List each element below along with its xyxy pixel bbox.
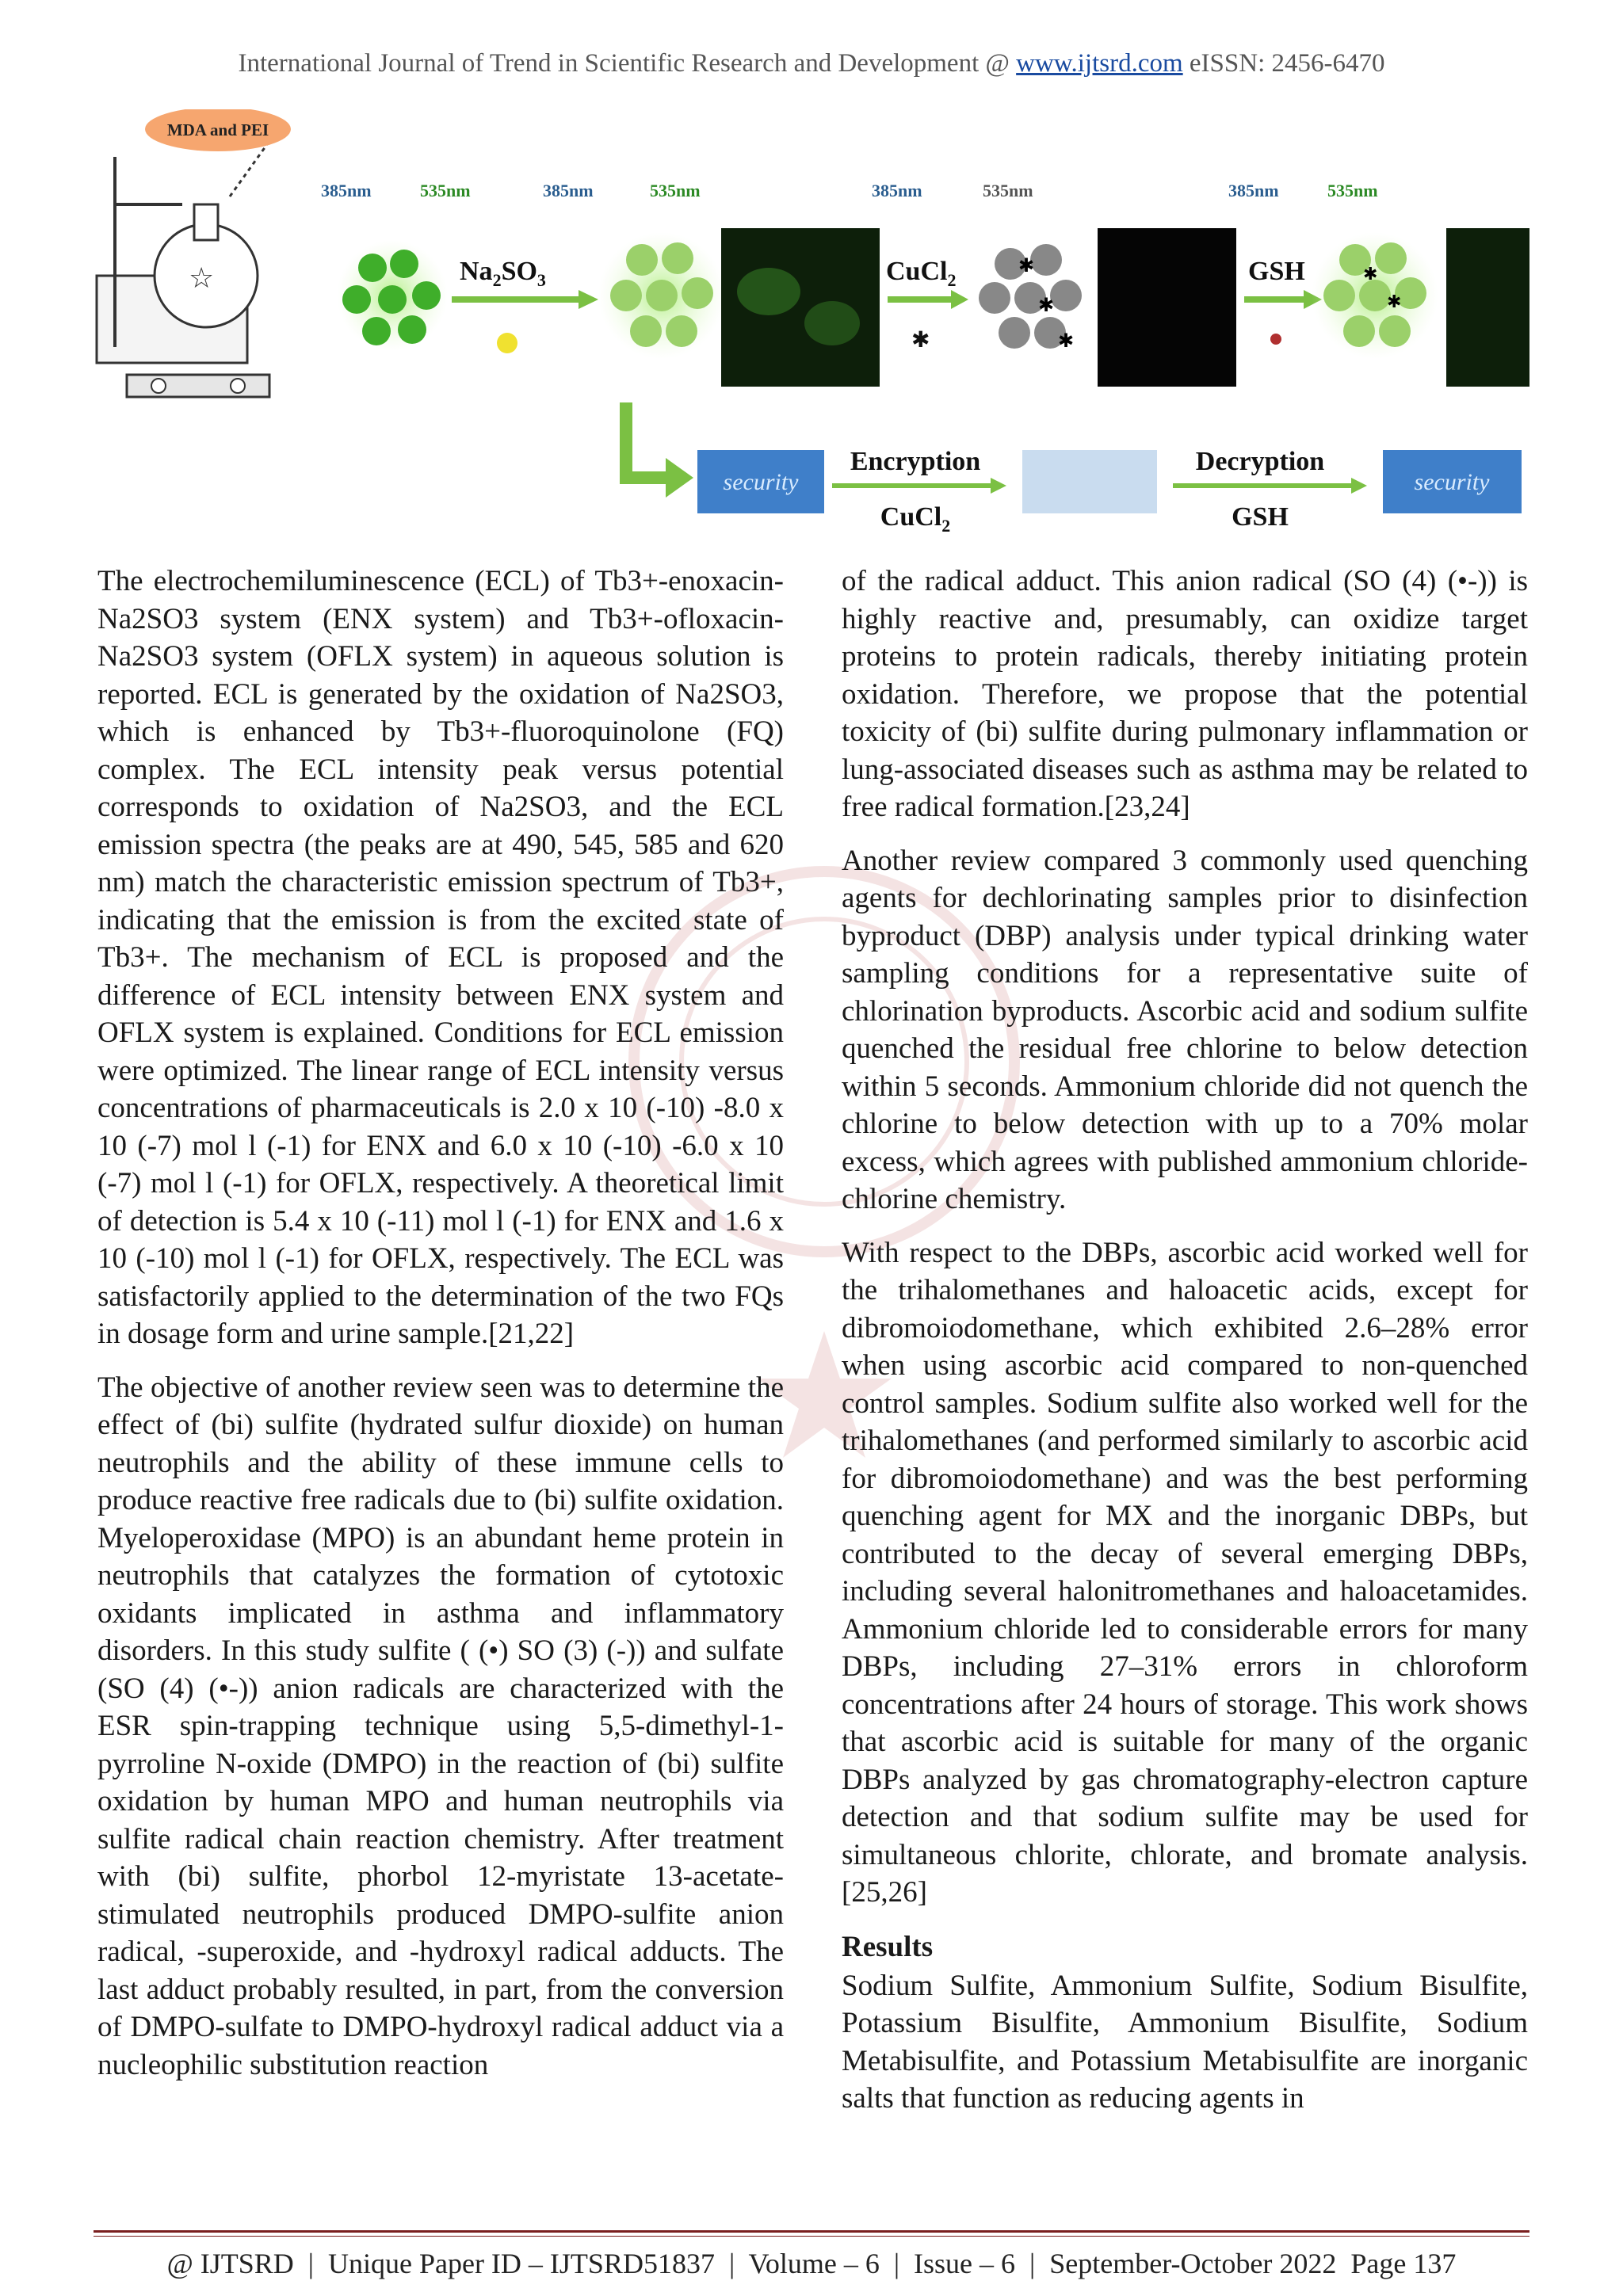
footer-rule (94, 2236, 1529, 2237)
quenched-cluster (979, 244, 1082, 352)
svg-text:✱: ✱ (1363, 264, 1378, 284)
reagent-label-cucl2 (886, 257, 968, 353)
nanoparticle-cluster (1312, 232, 1438, 359)
fluorescence-image (1446, 228, 1529, 387)
paragraph: The electrochemiluminescence (ECL) of Tb3+-enoxacin-Na2SO3 system (ENX system) and Tb3+-ofloxacin-Na2SO3 system (OFLX system) in aqueous solution is reported. ECL is generated by the oxidation of Na2SO3, which is enhanced by Tb3+-fluoroquinolone (FQ) complex. The ECL intensity peak versus potential corresponds to oxidation of Na2SO3, and the ECL emission spectra (the peaks are at 490, 545, 585 and 620 nm) match the characteristic emission spectrum of Tb3+, indicating that the emission is from the excited state of Tb3+. The mechanism of ECL is proposed and the difference of ECL intensity between ENX system and OFLX system is explained. Conditions for ECL emission were optimized. The linear range of ECL intensity versus concentrations of pharmaceuticals is 2.0 x 10 (-10) -8.0 x 10 (-7) mol l (-1) for ENX and 6.0 x 10 (-10) -6.0 x 10 (-7) mol l (-1) for OFLX, respectively. A theoretical limit of detection is 5.4 x 10 (-11) mol l (-1) for ENX and 1.6 x 10 (-10) mol l (-1) for OFLX, respectively. The ECL was satisfactorily applied to the determination of the two FQs in dosage form and urine sample.[21,22] (97, 565, 784, 1350)
svg-text:Encryption: Encryption (850, 447, 981, 476)
svg-text:security: security (723, 469, 799, 495)
wavelength-label: 535nm (1327, 181, 1378, 200)
page-header (0, 49, 1623, 78)
paragraph: Sodium Sulfite, Ammonium Sulfite, Sodium Bisulfite, Potassium Bisulfite, Ammonium Bisulfite, Sodium Metabisulfite, and Potassium Metabisulfite are inorganic salts that function as reducing agents in (842, 1969, 1528, 2115)
lab-apparatus (97, 141, 269, 397)
paragraph: Another review compared 3 commonly used quenching agents for dechlorinating samples prior to disinfection byproduct (DBP) analysis under typical drinking water sampling conditions for a representative suite of chlorination byproducts. Ascorbic acid and sodium sulfite quenched the residual free chlorine to below detection within 5 seconds. Ammonium chloride did not quench the chlorine to below detection with up to a 70% molar excess, which agrees with published ammonium chloride-chlorine chemistry. (842, 844, 1528, 1215)
svg-text:Decryption: Decryption (1195, 447, 1325, 476)
paragraph: The objective of another review seen was to determine the effect of (bi) sulfite (hydrated sulfur dioxide) on human neutrophils and the ability of these immune cells to produce reactive free radicals due to (bi) sulfite oxidation. Myeloperoxidase (MPO) is an abundant heme protein in neutrophils that catalyzes the formation of cytotoxic oxidants implicated in asthma and inflammatory disorders. In this study sulfite ( (•) SO (3) (-)) and sulfate (SO (4) (•-)) anion radicals are characterized with the ESR spin-trapping technique using 5,5-dimethyl-1-pyrroline N-oxide (DMPO) in the reaction of (bi) sulfite oxidation by human MPO and human neutrophils via sulfite radical chain reaction chemistry. After treatment with (bi) sulfite, phorbol 12-myristate 13-acetate-stimulated neutrophils produced DMPO-sulfite anion radical, -superoxide, and -hydroxyl radical adducts. The last adduct probably resulted, in part, from the conversion of DMPO-sulfate to DMPO-hydroxyl radical adduct via a nucleophilic substitution reaction (97, 1371, 784, 2081)
svg-text:☆: ☆ (189, 262, 215, 294)
encryption-step (832, 447, 1006, 536)
wavelength-label: 385nm (872, 181, 922, 200)
issn: eISSN: 2456-6470 (1182, 49, 1385, 78)
svg-text:CuCl2: CuCl$_2$ (880, 502, 951, 536)
reagent-label-gsh (1244, 257, 1322, 345)
svg-text:Na2SO3: $Na_2SO_3$ (460, 257, 546, 290)
svg-text:✱: ✱ (1058, 331, 1075, 352)
encrypted-pattern (1022, 450, 1157, 513)
paragraph: of the radical adduct. This anion radical (SO (4) (•-)) is highly reactive and, presumably, can oxidize target proteins to protein radicals, thereby initiating protein oxidation. Therefore, we propose that the potential toxicity of (bi) sulfite during pulmonary inflammation or lung-associated diseases such as asthma may be related to free radical formation.[23,24] (842, 565, 1528, 823)
paragraph: With respect to the DBPs, ascorbic acid worked well for the trihalomethanes and haloacetic acids, except for dibromoiodomethane, which exhibited 2.6–28% error when using ascorbic acid compared to non-quenched control samples. Sodium sulfite also worked well for the trihalomethanes (and performed similarly to ascorbic acid for dibromoiodomethane) and was the best performing quenching agent for MX and the inorganic DBPs, but contributed to the decay of several emerging DBPs, including several halonitromethanes and haloacetamides. Ammonium chloride led to considerable errors for many DBPs, including 27–31% errors in chloroform concentrations after 24 hours of storage. This work shows that ascorbic acid is suitable for many of the organic DBPs analyzed by gas chromatography-electron capture detection and that sodium sulfite may be used for simultaneous chlorite, chlorate, and bromate analysis.[25,26] (842, 1236, 1528, 1909)
svg-text:MDA and PEI: MDA and PEI (166, 120, 269, 139)
journal-link[interactable]: www.ijtsrd.com (1016, 49, 1183, 78)
left-column (97, 563, 784, 2100)
wavelength-label: 385nm (543, 181, 594, 200)
svg-text:✱: ✱ (911, 328, 930, 353)
nanoparticle-cluster (598, 232, 725, 359)
wavelength-label: 385nm (1228, 181, 1279, 200)
svg-text:CuCl2: CuCl$_2$ (886, 257, 957, 290)
svg-text:GSH: GSH (1232, 502, 1289, 532)
page-footer: @ IJTSRD | Unique Paper ID – IJTSRD51837 | Volume – 6 | Issue – 6 | September-October 2022 Page 137 (166, 2248, 1457, 2279)
journal-title: International Journal of Trend in Scientific Research and Development @ (238, 49, 1017, 78)
reagent-label-na2so3 (452, 257, 598, 353)
cloud-label (145, 109, 291, 151)
wavelength-label: 535nm (983, 181, 1033, 200)
svg-text:security: security (1414, 469, 1490, 495)
wavelength-label: 535nm (420, 181, 471, 200)
section-heading: Results (842, 1930, 934, 1963)
svg-text:✱: ✱ (1387, 292, 1402, 311)
svg-text:✱: ✱ (1038, 296, 1055, 316)
wavelength-label: 385nm (321, 181, 372, 200)
wavelength-label: 535nm (650, 181, 701, 200)
right-column (842, 563, 1528, 2134)
nanoparticle-cluster (337, 240, 448, 351)
svg-text:✱: ✱ (1018, 256, 1035, 277)
fluorescence-image (1098, 228, 1236, 387)
decryption-step (1173, 447, 1367, 532)
schematic-figure (87, 109, 1529, 541)
footer-rule (94, 2230, 1529, 2233)
svg-text:GSH: GSH (1248, 257, 1305, 286)
fluorescence-image (721, 228, 880, 387)
